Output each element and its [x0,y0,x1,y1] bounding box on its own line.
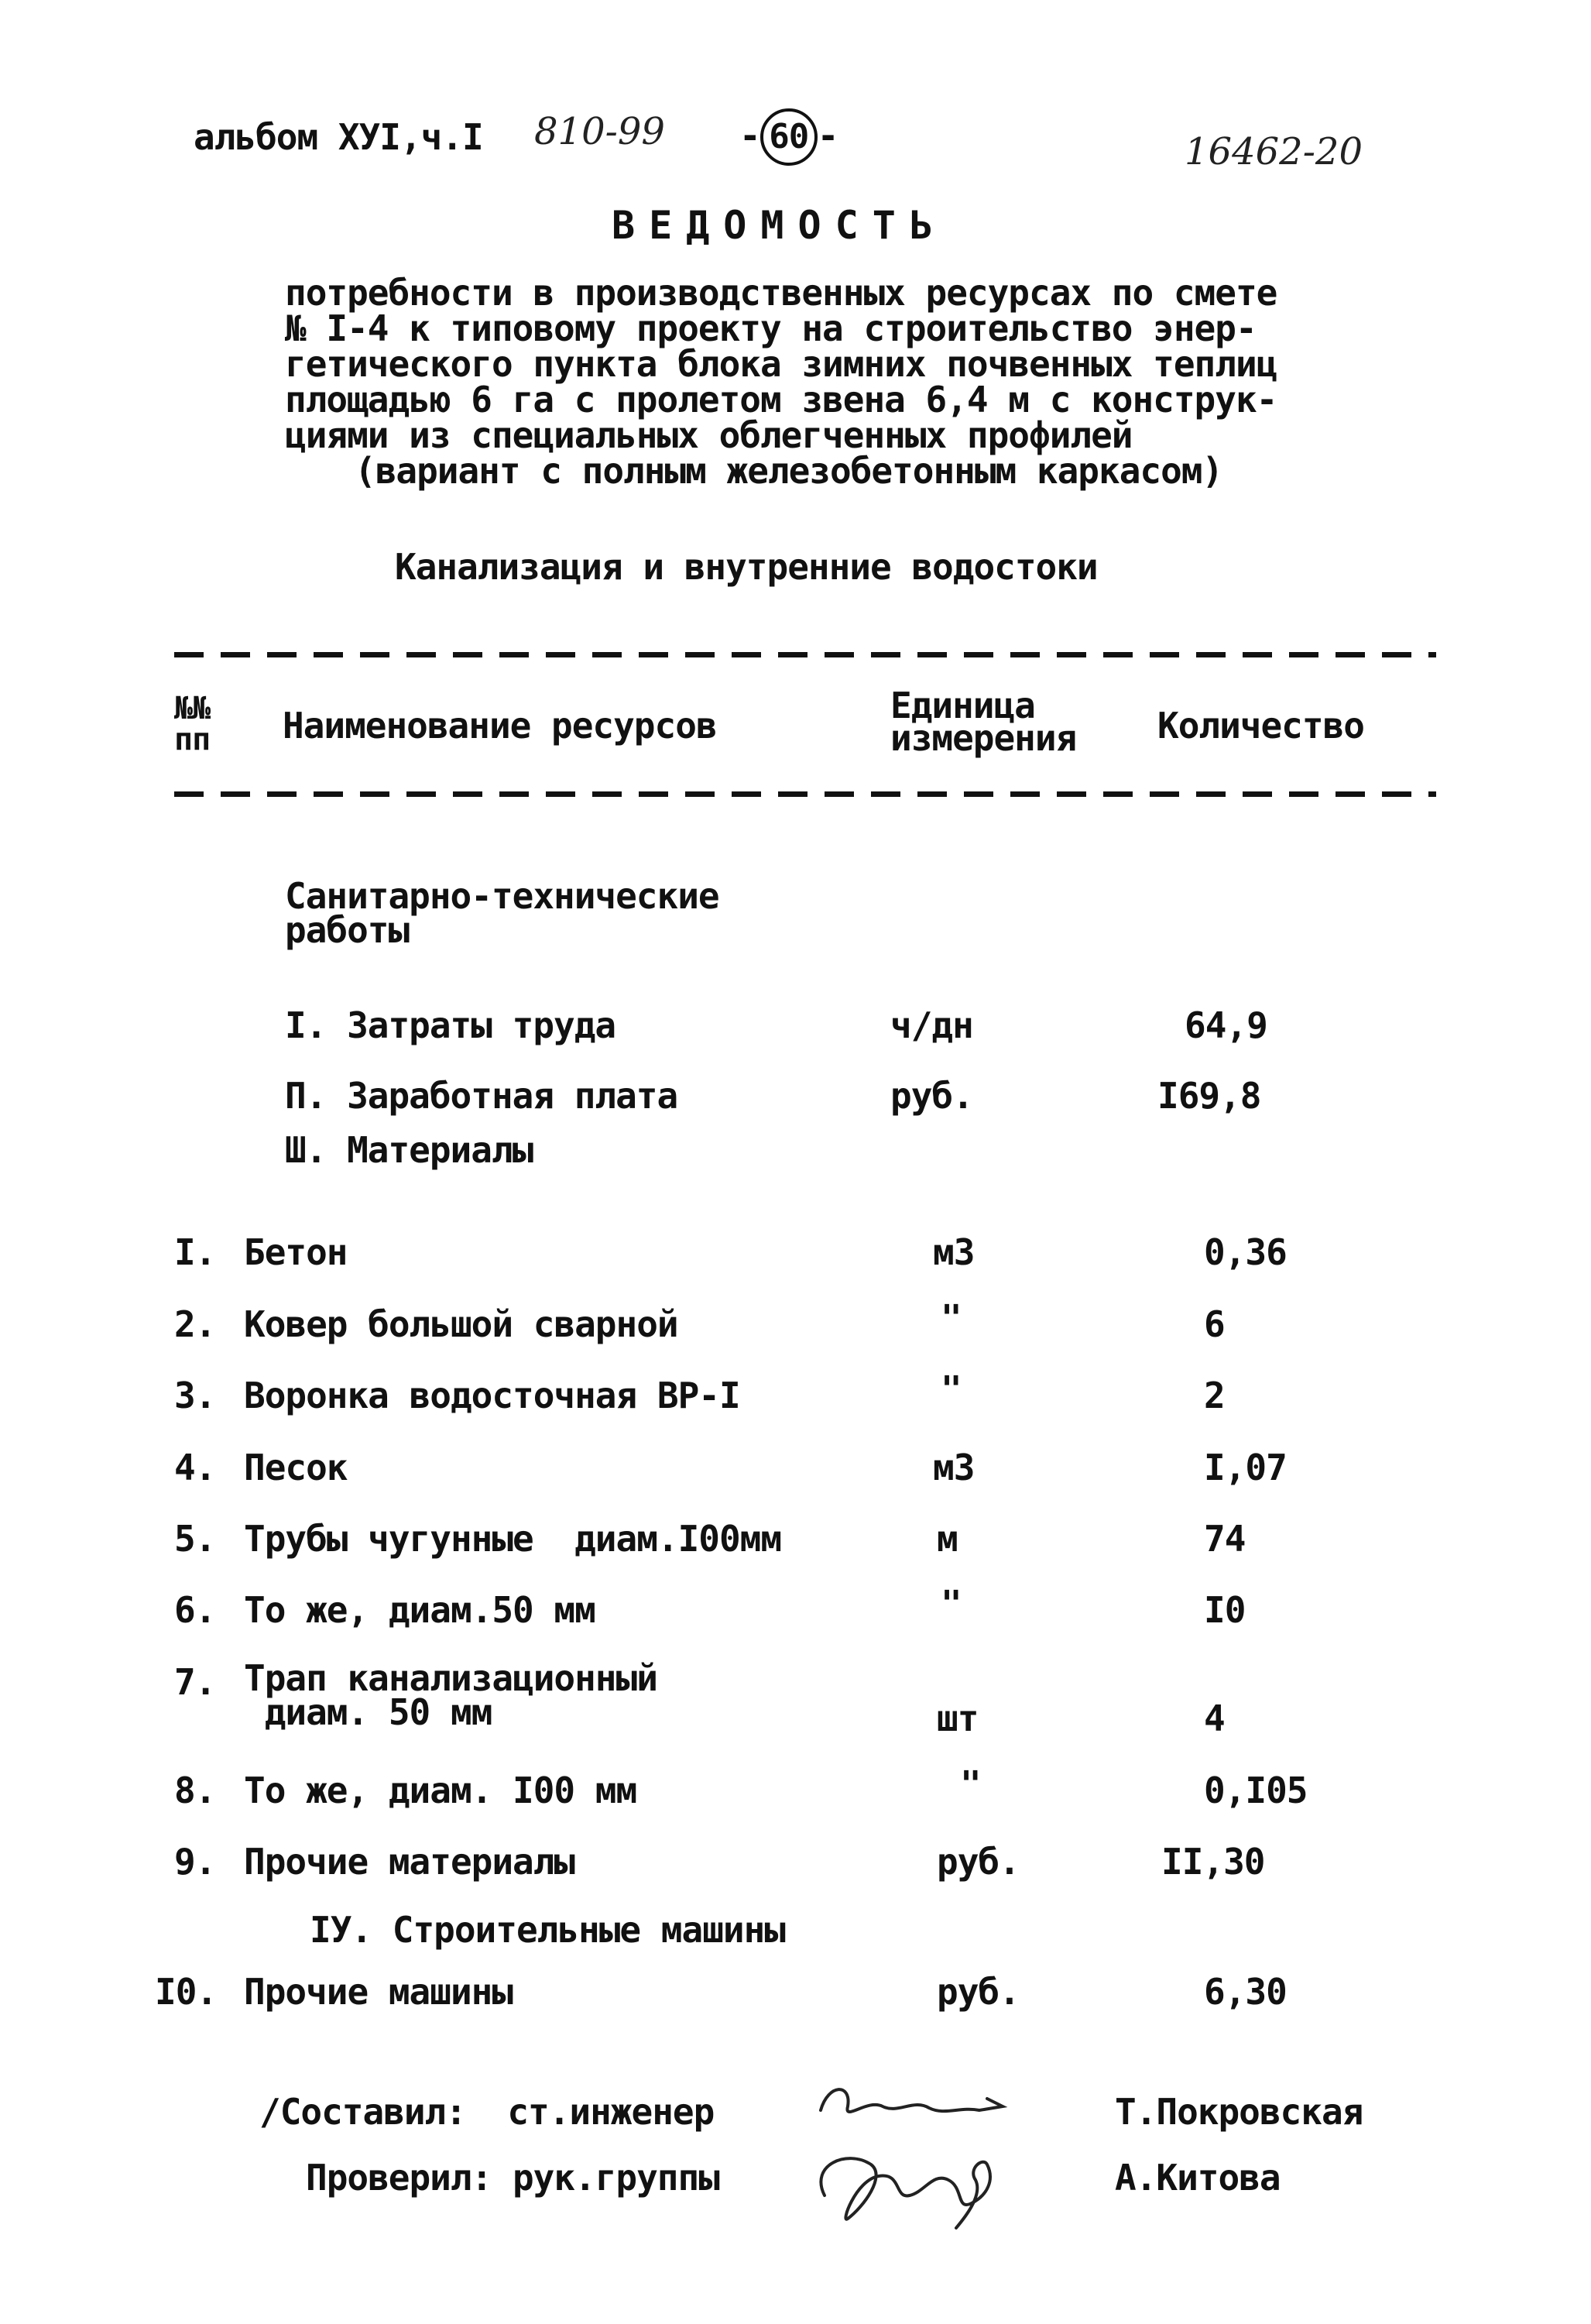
row-num: I. [174,1231,216,1273]
row-num: 8. [174,1770,216,1811]
col-header-name: Наименование ресурсов [283,705,717,747]
subtitle-line: площадью 6 га с пролетом звена 6,4 м с конструк- [285,379,1277,421]
table-header-rule [174,791,1436,797]
section-title: Канализация и внутренние водостоки [395,546,1098,588]
row-qty: 0,36 [1204,1231,1287,1273]
row-qty: 2 [1204,1375,1225,1416]
row-num: 3. [174,1375,216,1416]
row-num: 6. [174,1589,216,1631]
row-unit: руб. [937,1971,1020,2013]
row-unit: м [937,1518,958,1560]
col-header-unit: Единица измерения [890,685,1077,759]
group-title: Санитарно-технические работы [285,875,719,951]
checked-by-label: Проверил: рук.группы [306,2157,719,2199]
row-name: Ковер большой сварной [244,1303,678,1345]
summary-unit: руб. [890,1075,973,1117]
subtitle-line: циями из специальных облегченных профилей [285,414,1133,456]
subtitle-line: № I-4 к типовому проекту на строительство энер- [285,307,1257,349]
row-unit: " [941,1368,962,1410]
row-name: Прочие машины [244,1971,513,2013]
row-qty: 6,30 [1204,1971,1287,2013]
subtitle-line: гетического пункта блока зимних почвенных теплиц [285,343,1277,385]
subtitle-line: потребности в производственных ресурсах по смете [285,272,1277,314]
row-qty: 6 [1204,1303,1225,1345]
checked-signature [801,2133,1018,2234]
album-label: альбом ХУI,ч.I [194,116,483,158]
row-name: Прочие материалы [244,1841,575,1883]
table-top-rule [174,652,1436,657]
row-unit: руб. [937,1841,1020,1883]
doc-number: 16462-20 [1185,130,1363,173]
summary-unit: ч/дн [890,1004,973,1046]
machines-title: IУ. Строительные машины [310,1909,785,1951]
row-name: Трубы чугунные диам.I00мм [244,1518,782,1560]
row-name: Трап канализационный диам. 50 мм [244,1657,657,1733]
row-unit: м3 [933,1447,975,1488]
row-name: Песок [244,1447,348,1488]
col-header-num: №№ пп [174,691,211,757]
row-unit: " [941,1583,962,1625]
row-qty: 4 [1204,1698,1225,1739]
summary-label: Ш. Материалы [285,1129,533,1171]
row-unit: " [941,1297,962,1339]
document-subtitle [285,272,1277,492]
summary-label: П. Заработная плата [285,1075,678,1117]
row-num: I0. [155,1971,218,2013]
album-handwritten-number: 810-99 [534,110,665,153]
row-unit: шт [937,1698,979,1739]
row-name: Воронка водосточная ВР-I [244,1375,740,1416]
row-qty: II,30 [1161,1841,1265,1883]
row-name: То же, диам. I00 мм [244,1770,637,1811]
row-num: 7. [174,1661,216,1703]
row-num: 4. [174,1447,216,1488]
document-title: ВЕДОМОСТЬ [612,203,947,248]
row-qty: 0,I05 [1204,1770,1308,1811]
row-num: 9. [174,1841,216,1883]
row-num: 2. [174,1303,216,1345]
row-unit: м3 [933,1231,975,1273]
summary-qty: 64,9 [1185,1004,1267,1046]
summary-label: I. Затраты труда [285,1004,616,1046]
page-number: 60 [760,108,818,166]
checked-by-name: А.Китова [1115,2157,1281,2199]
page-number-block: - 60 - [739,108,838,166]
row-qty: I,07 [1204,1447,1287,1488]
compiled-by-name: Т.Покровская [1115,2091,1363,2133]
subtitle-line: (вариант с полным железобетонным каркасом) [355,450,1223,492]
row-num: 5. [174,1518,216,1560]
summary-qty: I69,8 [1157,1075,1261,1117]
row-unit: " [960,1763,981,1805]
row-qty: I0 [1204,1589,1246,1631]
col-header-qty: Количество [1157,705,1364,747]
compiled-by-label: /Составил: ст.инженер [259,2091,715,2133]
row-name: То же, диам.50 мм [244,1589,595,1631]
row-qty: 74 [1204,1518,1246,1560]
row-name: Бетон [244,1231,348,1273]
